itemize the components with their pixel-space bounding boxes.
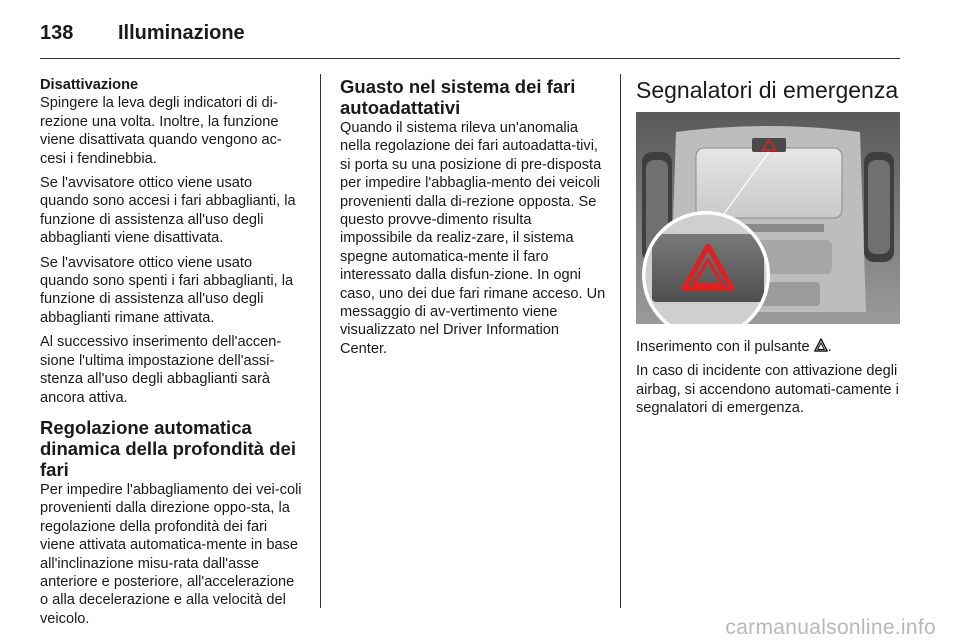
- column-divider-1: [320, 74, 321, 608]
- header-divider: [40, 58, 900, 59]
- page-title: Illuminazione: [118, 22, 245, 44]
- column-divider-2: [620, 74, 621, 608]
- section-heading-hazard-lights: Segnalatori di emergenza: [636, 77, 899, 103]
- paragraph: [636, 338, 902, 356]
- paragraph: Al successivo inserimento dell'accen-sione l'ultima impostazione dell'assi-stenza all'uso degli abbaglianti sarà ancora attiva.: [40, 334, 282, 406]
- dashboard-hazard-button-photo: [636, 112, 900, 324]
- section-heading-headlight-leveling: Regolazione automatica dinamica della profondità dei fari: [40, 416, 296, 480]
- paragraph: In caso di incidente con attivazione degli airbag, si accendono automati-camente i segnalatori di emergenza.: [636, 363, 899, 417]
- page-number: 138: [40, 22, 74, 44]
- paragraph: Per impedire l'abbagliamento dei vei-coli provenienti dalla direzione oppo-sta, la regolazione della profondità dei fari viene attivata automatica-mente in base all'inclinazione misu-rata dall'asse anteriore e posteriore, all'accelerazione o alla decelerazione e alla velocità del veicolo.: [40, 481, 302, 627]
- paragraph: Spingere la leva degli indicatori di di-rezione una volta. Inoltre, la funzione viene disattivata quando vengono ac-cesi i fendinebbia.: [40, 95, 282, 167]
- watermark: carmanualsonline.info: [725, 616, 936, 639]
- section-heading-afl-fault: Guasto nel sistema dei fari autoadattativi: [340, 76, 576, 118]
- column-2: [340, 76, 606, 364]
- deactivation-heading: Disattivazione: [40, 77, 139, 93]
- column-3: [636, 76, 902, 424]
- hazard-button-text: Inserimento con il pulsante: [636, 339, 810, 355]
- hazard-button-text-end: .: [827, 339, 832, 355]
- page-header: [40, 18, 900, 58]
- column-1: [40, 76, 304, 634]
- paragraph: Se l'avvisatore ottico viene usato quando sono spenti i fari abbaglianti, la funzione di assistenza all'uso degli abbaglianti rimane attivata.: [40, 254, 294, 326]
- hazard-warning-triangle-icon: [814, 338, 828, 352]
- paragraph: Quando il sistema rileva un'anomalia nella regolazione dei fari autoadatta-tivi, si porta su una posizione di pre-disposta per impedire l'abbaglia-mento dei veicoli provenienti dalla di-rezione opposta. Se questo provve-dimento risulta impossibile da realiz-zare, il sistema spegne automatica-mente il faro interessato dalla disfun-zione. In ogni caso, uno dei due fari rimane acceso. Un messaggio di av-vertimento viene visualizzato nel Driver Information Center.: [340, 120, 606, 357]
- paragraph: Se l'avvisatore ottico viene usato quando sono accesi i fari abbaglianti, la funzione di assistenza all'uso degli abbaglianti viene disattivata.: [40, 175, 296, 247]
